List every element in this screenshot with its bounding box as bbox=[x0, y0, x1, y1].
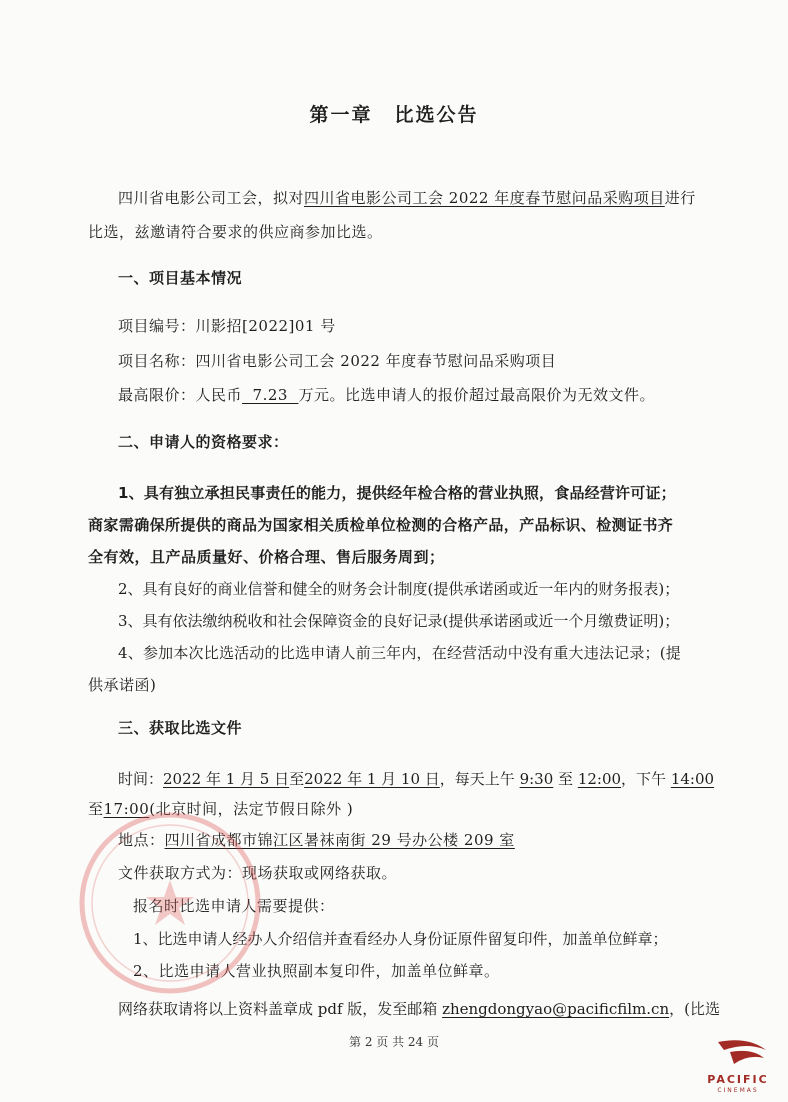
project-name: 项目名称：四川省电影公司工会 2022 年度春节慰问品采购项目 bbox=[118, 352, 557, 370]
registration-intro: 报名时比选申请人需要提供： bbox=[133, 897, 335, 915]
acquisition-method: 文件获取方式为：现场获取或网络获取。 bbox=[118, 864, 398, 882]
online-acquisition-line bbox=[118, 998, 720, 1020]
max-price-label: 最高限价：人民币 bbox=[118, 386, 243, 404]
am-end: 12:00 bbox=[577, 770, 622, 788]
requirement-1-line1: 1、具有独立承担民事责任的能力，提供经年检合格的营业执照，食品经营许可证； bbox=[118, 484, 676, 502]
project-number: 项目编号：川影招[2022]01 号 bbox=[118, 317, 336, 335]
time-note: (北京时间，法定节假日除外 ) bbox=[149, 800, 354, 818]
pm-end: 17:00 bbox=[103, 800, 150, 818]
online-text: 网络获取请将以上资料盖章成 pdf 版，发至邮箱 bbox=[118, 1000, 443, 1018]
location-label: 地点： bbox=[118, 831, 165, 849]
am-to: 至 bbox=[553, 770, 578, 788]
requirement-1-line2: 商家需确保所提供的商品为国家相关质检单位检测的合格产品，产品标识、检测证书齐 bbox=[88, 516, 674, 534]
time-line2-to: 至 bbox=[88, 800, 104, 818]
time-end: 2022 年 1 月 10 日 bbox=[304, 770, 440, 788]
requirement-2: 2、具有良好的商业信誉和健全的财务会计制度(提供承诺函或近一年内的财务报表)； bbox=[118, 580, 680, 598]
am-start: 9:30 bbox=[519, 770, 554, 788]
chapter-number: 第一章 bbox=[309, 104, 373, 126]
pm-start: 14:00 bbox=[670, 770, 715, 788]
chapter-name: 比选公告 bbox=[394, 104, 479, 126]
page-footer: 第 2 页 共 24 页 bbox=[349, 1035, 439, 1049]
requirement-4-line2: 供承诺函) bbox=[88, 676, 157, 694]
time-to: 至 bbox=[289, 770, 305, 788]
intro-paragraph-line1 bbox=[118, 187, 696, 209]
section1-heading: 一、项目基本情况 bbox=[118, 269, 243, 287]
time-start: 2022 年 1 月 5 日 bbox=[163, 770, 290, 788]
section3-heading: 三、获取比选文件 bbox=[118, 719, 243, 737]
requirement-1-line3: 全有效，且产品质量好、价格合理、售后服务周到； bbox=[88, 548, 445, 566]
registration-item-2: 2、比选申请人营业执照副本复印件，加盖单位鲜章。 bbox=[133, 962, 500, 980]
max-price-note: 万元。比选申请人的报价超过最高限价为无效文件。 bbox=[298, 386, 656, 404]
intro-paragraph-line2: 比选，兹邀请符合要求的供应商参加比选。 bbox=[88, 223, 383, 241]
section2-heading: 二、申请人的资格要求： bbox=[118, 433, 289, 451]
email-link[interactable]: zhengdongyao@pacificfilm.cn bbox=[442, 1000, 670, 1018]
chapter-title bbox=[0, 100, 788, 127]
project-name-underlined: 四川省电影公司工会 2022 年度春节慰问品采购项目 bbox=[304, 189, 665, 207]
intro-text-tail: 进行 bbox=[664, 189, 696, 207]
max-price bbox=[118, 384, 655, 406]
requirement-3: 3、具有依法缴纳税收和社会保障资金的良好记录(提供承诺函或近一个月缴费证明)； bbox=[118, 612, 680, 630]
logo-wordmark: PACIFIC bbox=[707, 1073, 769, 1086]
intro-text: 四川省电影公司工会，拟对 bbox=[118, 189, 305, 207]
time-afternoon: ，下午 bbox=[621, 770, 671, 788]
logo-subtitle: CINEMAS bbox=[717, 1087, 759, 1094]
location-address: 四川省成都市锦江区暑袜南街 29 号办公楼 209 室 bbox=[164, 831, 515, 849]
requirement-4-line1: 4、参加本次比选活动的比选申请人前三年内，在经营活动中没有重大违法记录；(提 bbox=[118, 644, 681, 662]
max-price-value: 7.23 bbox=[242, 386, 299, 404]
official-seal-icon bbox=[75, 808, 265, 998]
time-morning: ，每天上午 bbox=[439, 770, 520, 788]
time-line1 bbox=[118, 768, 714, 790]
time-label: 时间： bbox=[118, 770, 164, 788]
registration-item-1: 1、比选申请人经办人介绍信并查看经办人身份证原件留复印件，加盖单位鲜章； bbox=[133, 930, 668, 948]
online-text-tail: ，(比选 bbox=[669, 1000, 720, 1018]
